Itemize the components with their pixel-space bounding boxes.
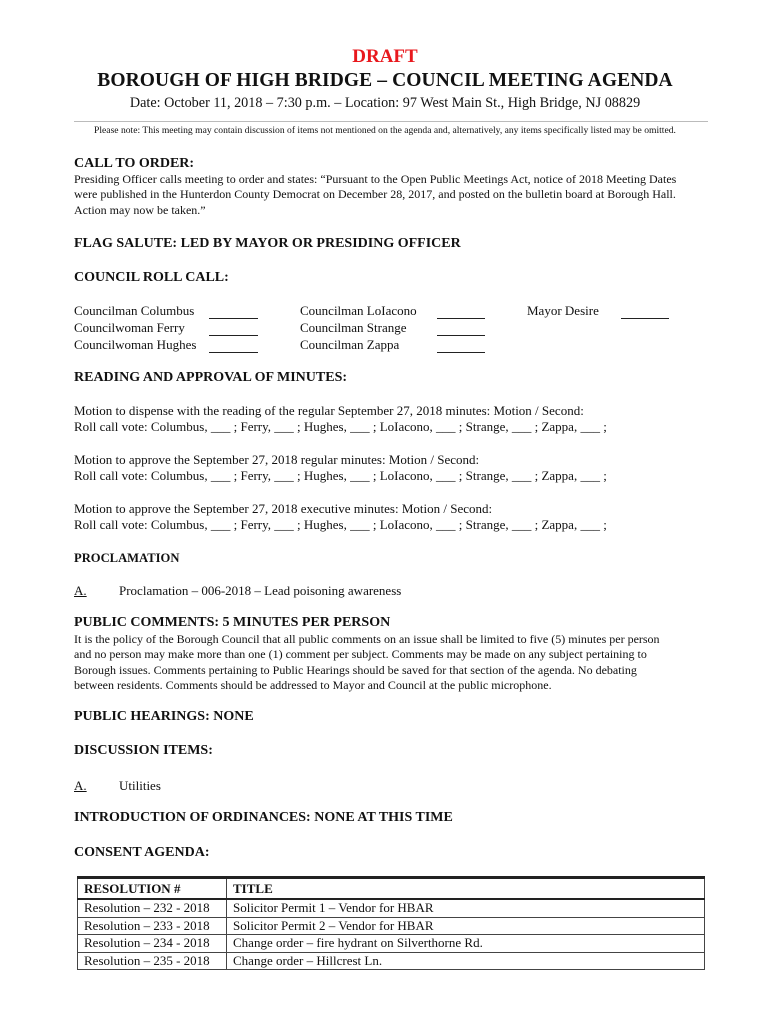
- call-to-order-line: were published in the Hunterdon County Democrat on December 28, 2017, and posted on the bulletin board at Borough Hall.: [74, 187, 676, 202]
- public-comments-heading: PUBLIC COMMENTS: 5 MINUTES PER PERSON: [74, 615, 391, 630]
- discussion-heading: DISCUSSION ITEMS:: [74, 743, 213, 758]
- roll-call-name: Councilman Strange: [300, 320, 407, 335]
- roll-call-name: Councilman Zappa: [300, 337, 400, 352]
- roll-call-vote: Roll call vote: Columbus, ___ ; Ferry, ___ ; Hughes, ___ ; LoIacono, ___ ; Strange, ___ ; Zappa, ___ ;: [74, 468, 607, 483]
- table-row: [78, 917, 705, 935]
- call-to-order-heading: CALL TO ORDER:: [74, 156, 195, 171]
- table-row: [78, 935, 705, 953]
- table-header-row: [78, 878, 705, 900]
- public-hearings-heading: PUBLIC HEARINGS: NONE: [74, 709, 254, 724]
- table-row: [78, 899, 705, 917]
- column-header-title: TITLE: [227, 878, 705, 900]
- roll-call-name: Councilman LoIacono: [300, 303, 417, 318]
- flag-salute-heading: FLAG SALUTE: LED BY MAYOR OR PRESIDING OFFICER: [74, 236, 461, 251]
- draft-label: DRAFT: [352, 46, 418, 67]
- roll-call-blank: [437, 352, 485, 353]
- public-comments-line: It is the policy of the Borough Council that all public comments on an issue shall be limited to five (5) minutes per person: [74, 632, 660, 646]
- proclamation-item-letter: A.: [74, 583, 87, 598]
- roll-call-name: Councilman Columbus: [74, 303, 195, 318]
- minutes-heading: READING AND APPROVAL OF MINUTES:: [74, 370, 348, 385]
- call-to-order-line: Action may now be taken.”: [74, 202, 206, 217]
- roll-call-blank: [209, 318, 258, 319]
- roll-call-blank: [209, 335, 258, 336]
- meeting-details: Date: October 11, 2018 – 7:30 p.m. – Location: 97 West Main St., High Bridge, NJ 08829: [129, 95, 641, 111]
- roll-call-heading: COUNCIL ROLL CALL:: [74, 270, 229, 285]
- motion-text: Motion to dispense with the reading of the regular September 27, 2018 minutes: Motion / Second:: [74, 403, 584, 418]
- page-title: BOROUGH OF HIGH BRIDGE – COUNCIL MEETING AGENDA: [97, 70, 673, 91]
- roll-call-vote: Roll call vote: Columbus, ___ ; Ferry, ___ ; Hughes, ___ ; LoIacono, ___ ; Strange, ___ ; Zappa, ___ ;: [74, 419, 607, 434]
- discussion-item-letter: A.: [74, 778, 87, 793]
- column-header-resolution: RESOLUTION #: [78, 878, 227, 900]
- ordinances-heading: INTRODUCTION OF ORDINANCES: NONE AT THIS TIME: [74, 810, 453, 825]
- header-divider: [74, 121, 708, 122]
- discussion-item: Utilities: [119, 778, 161, 793]
- roll-call-blank: [437, 335, 485, 336]
- roll-call-blank: [621, 318, 669, 319]
- motion-text: Motion to approve the September 27, 2018 executive minutes: Motion / Second:: [74, 501, 493, 516]
- motion-text: Motion to approve the September 27, 2018 regular minutes: Motion / Second:: [74, 452, 480, 467]
- resolutions-table: [77, 876, 705, 970]
- roll-call-blank: [209, 352, 258, 353]
- public-comments-line: Borough issues. Comments pertaining to Public Hearings should be saved for that section of the agenda. No debating: [74, 662, 637, 677]
- resolution-number: Resolution – 232 - 2018: [78, 899, 227, 917]
- call-to-order-text: [74, 172, 710, 218]
- proclamation-heading: PROCLAMATION: [74, 551, 180, 565]
- resolution-title: Solicitor Permit 1 – Vendor for HBAR: [227, 899, 705, 917]
- roll-call-name: Councilwoman Hughes: [74, 337, 197, 352]
- public-comments-line: and no person may make more than one (1) comment per subject. Comments may be made on any subject pertaining to: [74, 647, 647, 662]
- public-comments-line: between residents. Comments should be addressed to Mayor and Council at the public microphone.: [74, 677, 552, 692]
- call-to-order-line: Presiding Officer calls meeting to order and states: “Pursuant to the Open Public Meetings Act, notice of 2018 Meeting Dates: [74, 172, 677, 186]
- roll-call-name: Councilwoman Ferry: [74, 320, 185, 335]
- agenda-note: Please note: This meeting may contain discussion of items not mentioned on the agenda and, alternatively, any items specifically listed may be omitted.: [94, 125, 676, 136]
- roll-call-vote: Roll call vote: Columbus, ___ ; Ferry, ___ ; Hughes, ___ ; LoIacono, ___ ; Strange, ___ ; Zappa, ___ ;: [74, 517, 607, 532]
- resolution-title: Change order – Hillcrest Ln.: [227, 952, 705, 970]
- resolution-title: Change order – fire hydrant on Silverthorne Rd.: [227, 935, 705, 953]
- resolution-title: Solicitor Permit 2 – Vendor for HBAR: [227, 917, 705, 935]
- roll-call-blank: [437, 318, 485, 319]
- resolution-number: Resolution – 235 - 2018: [78, 952, 227, 970]
- consent-agenda-heading: CONSENT AGENDA:: [74, 845, 210, 860]
- proclamation-item: Proclamation – 006-2018 – Lead poisoning awareness: [119, 583, 402, 598]
- roll-call-name: Mayor Desire: [527, 303, 599, 318]
- resolution-number: Resolution – 233 - 2018: [78, 917, 227, 935]
- table-row: [78, 952, 705, 970]
- public-comments-text: [74, 632, 710, 693]
- resolution-number: Resolution – 234 - 2018: [78, 935, 227, 953]
